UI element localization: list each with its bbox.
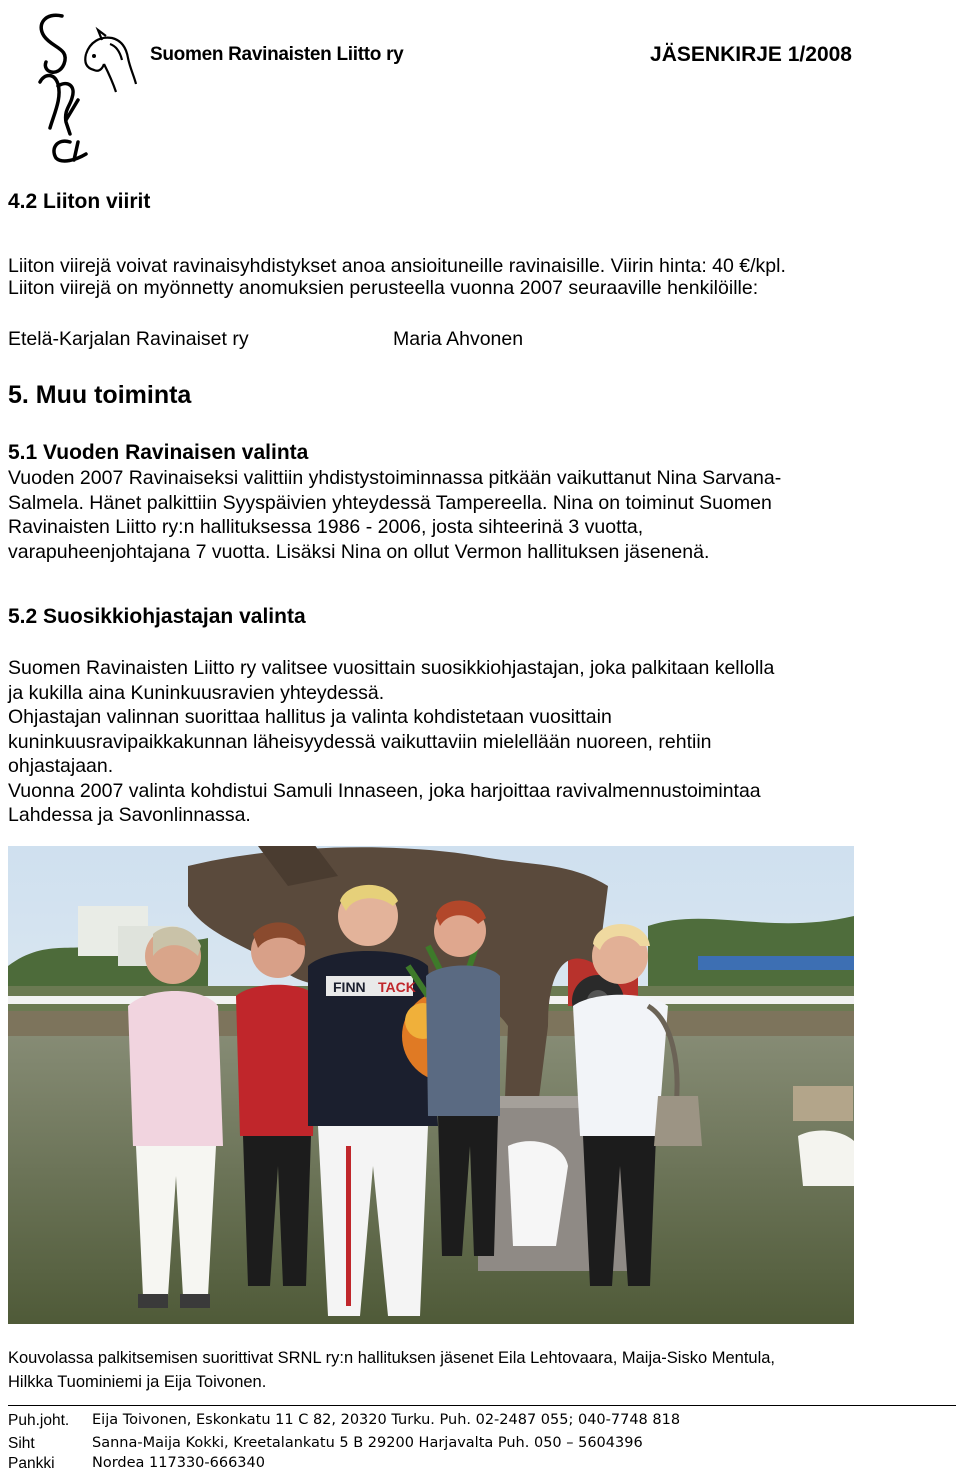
award-photo	[8, 846, 854, 1324]
document-id: JÄSENKIRJE 1/2008	[650, 43, 852, 66]
jacket-logo-text: FINN	[333, 979, 366, 995]
paragraph-line: Liiton viirejä voivat ravinaisyhdistykset anoa ansioituneille ravinaisille. Viirin hinta: 40 €/kpl.	[8, 255, 786, 277]
paragraph-line: Vuoden 2007 Ravinaiseksi valittiin yhdistystoiminnassa pitkään vaikuttanut Nina Sarvana-	[8, 467, 782, 489]
section-4-2-heading: 4.2 Liiton viirit	[8, 190, 151, 213]
section-5-1-heading: 5.1 Vuoden Ravinaisen valinta	[8, 441, 309, 464]
paragraph-line: ohjastajaan.	[8, 755, 114, 777]
footer-value: Nordea 117330-666340	[92, 1455, 265, 1471]
org-name: Suomen Ravinaisten Liitto ry	[150, 44, 404, 65]
section-5-heading: 5. Muu toiminta	[8, 381, 192, 409]
paragraph-line: varapuheenjohtajana 7 vuotta. Lisäksi Nina on ollut Vermon hallituksen jäsenenä.	[8, 540, 710, 563]
srnl-logo	[24, 2, 144, 167]
paragraph-line: ja kukilla aina Kuninkuusravien yhteydessä.	[8, 681, 385, 704]
caption-line: Hilkka Tuominiemi ja Eija Toivonen.	[8, 1373, 267, 1391]
paragraph-line: Salmela. Hänet palkittiin Syyspäivien yhteydessä Tampereella. Nina on toiminut Suomen	[8, 491, 772, 514]
recipient-organization: Etelä-Karjalan Ravinaiset ry	[8, 328, 249, 350]
footer-value: Eija Toivonen, Eskonkatu 11 C 82, 20320 Turku. Puh. 02-2487 055; 040-7748 818	[92, 1412, 681, 1428]
caption-line: Kouvolassa palkitsemisen suorittivat SRNL ry:n hallituksen jäsenet Eila Lehtovaara, Maija-Sisko Mentula,	[8, 1349, 776, 1367]
section-5-1-body	[8, 466, 958, 564]
footer-divider	[8, 1405, 956, 1406]
paragraph-line: Lahdessa ja Savonlinnassa.	[8, 804, 251, 826]
footer-label: Siht	[8, 1435, 35, 1452]
footer-label: Puh.joht.	[8, 1412, 70, 1429]
footer-label: Pankki	[8, 1455, 55, 1472]
paragraph-line: Liiton viirejä on myönnetty anomuksien perusteella vuonna 2007 seuraaville henkilöille:	[8, 277, 759, 299]
paragraph-line: Ohjastajan valinnan suorittaa hallitus ja valinta kohdistetaan vuosittain	[8, 706, 612, 728]
photo-caption	[8, 1346, 953, 1394]
section-5-2-body	[8, 656, 958, 828]
paragraph-line: kuninkuusravipaikkakunnan läheisyydessä vaikuttaviin mielellään nuoreen, rehtiin	[8, 730, 712, 753]
paragraph-line: Suomen Ravinaisten Liitto ry valitsee vuosittain suosikkiohjastajan, joka palkitaan kellolla	[8, 657, 775, 679]
section-5-2-heading: 5.2 Suosikkiohjastajan valinta	[8, 605, 306, 628]
recipient-name: Maria Ahvonen	[393, 328, 524, 350]
footer-value: Sanna-Maija Kokki, Kreetalankatu 5 B 29200 Harjavalta Puh. 050 – 5604396	[92, 1435, 643, 1451]
jacket-logo-text-2: TACK	[378, 979, 416, 995]
paragraph-line: Vuonna 2007 valinta kohdistui Samuli Innaseen, joka harjoittaa ravivalmennustoimintaa	[8, 779, 761, 802]
paragraph-line: Ravinaisten Liitto ry:n hallituksessa 1986 - 2006, josta sihteerinä 3 vuotta,	[8, 516, 644, 538]
